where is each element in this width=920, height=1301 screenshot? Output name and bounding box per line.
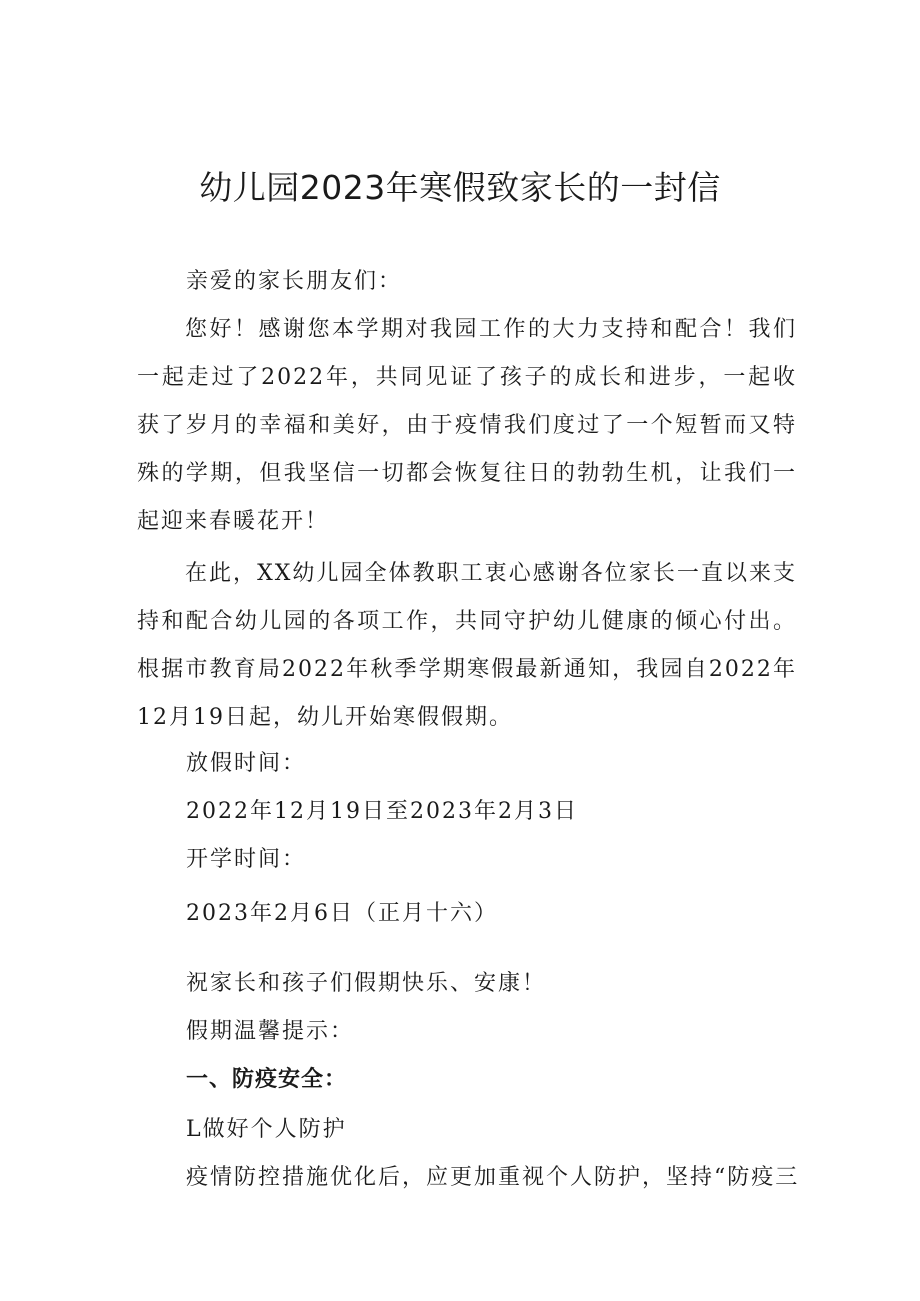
letter-title: 幼儿园2023年寒假致家长的一封信 [199,168,721,207]
item-text-personal-protection: 疫情防控措施优化后，应更加重视个人防护，坚持“防疫三 [186,1165,800,1190]
paragraph-thanks: 您好！感谢您本学期对我园工作的大力支持和配合！我们一起走过了2022年，共同见证了孩子的成长和进步，一起收获了岁月的幸福和美好，由于疫情我们度过了一个短暂而又特殊的学期，但我坚信一切都会恢复往日的勃勃生机，让我们一起迎来春暖花开！ [137,317,797,534]
school-start-date: 2023年2月6日（正月十六） [186,901,498,926]
holiday-dates: 2022年12月19日至2023年2月3日 [186,799,578,824]
wishes: 祝家长和孩子们假期快乐、安康！ [186,971,547,996]
greeting: 亲爱的家长朋友们： [186,269,403,294]
item-heading-personal-protection: L做好个人防护 [186,1117,347,1142]
paragraph-notice: 在此，XX幼儿园全体教职工衷心感谢各位家长一直以来支持和配合幼儿园的各项工作，共同守护幼儿健康的倾心付出。根据市教育局2022年秋季学期寒假最新通知，我园自2022年12月19日起，幼儿开始寒假假期。 [137,561,797,730]
tips-label: 假期温馨提示： [186,1019,355,1044]
school-start-label: 开学时间： [186,847,307,872]
holiday-label: 放假时间： [186,751,307,776]
section-heading-epidemic-safety: 一、防疫安全： [186,1067,348,1092]
